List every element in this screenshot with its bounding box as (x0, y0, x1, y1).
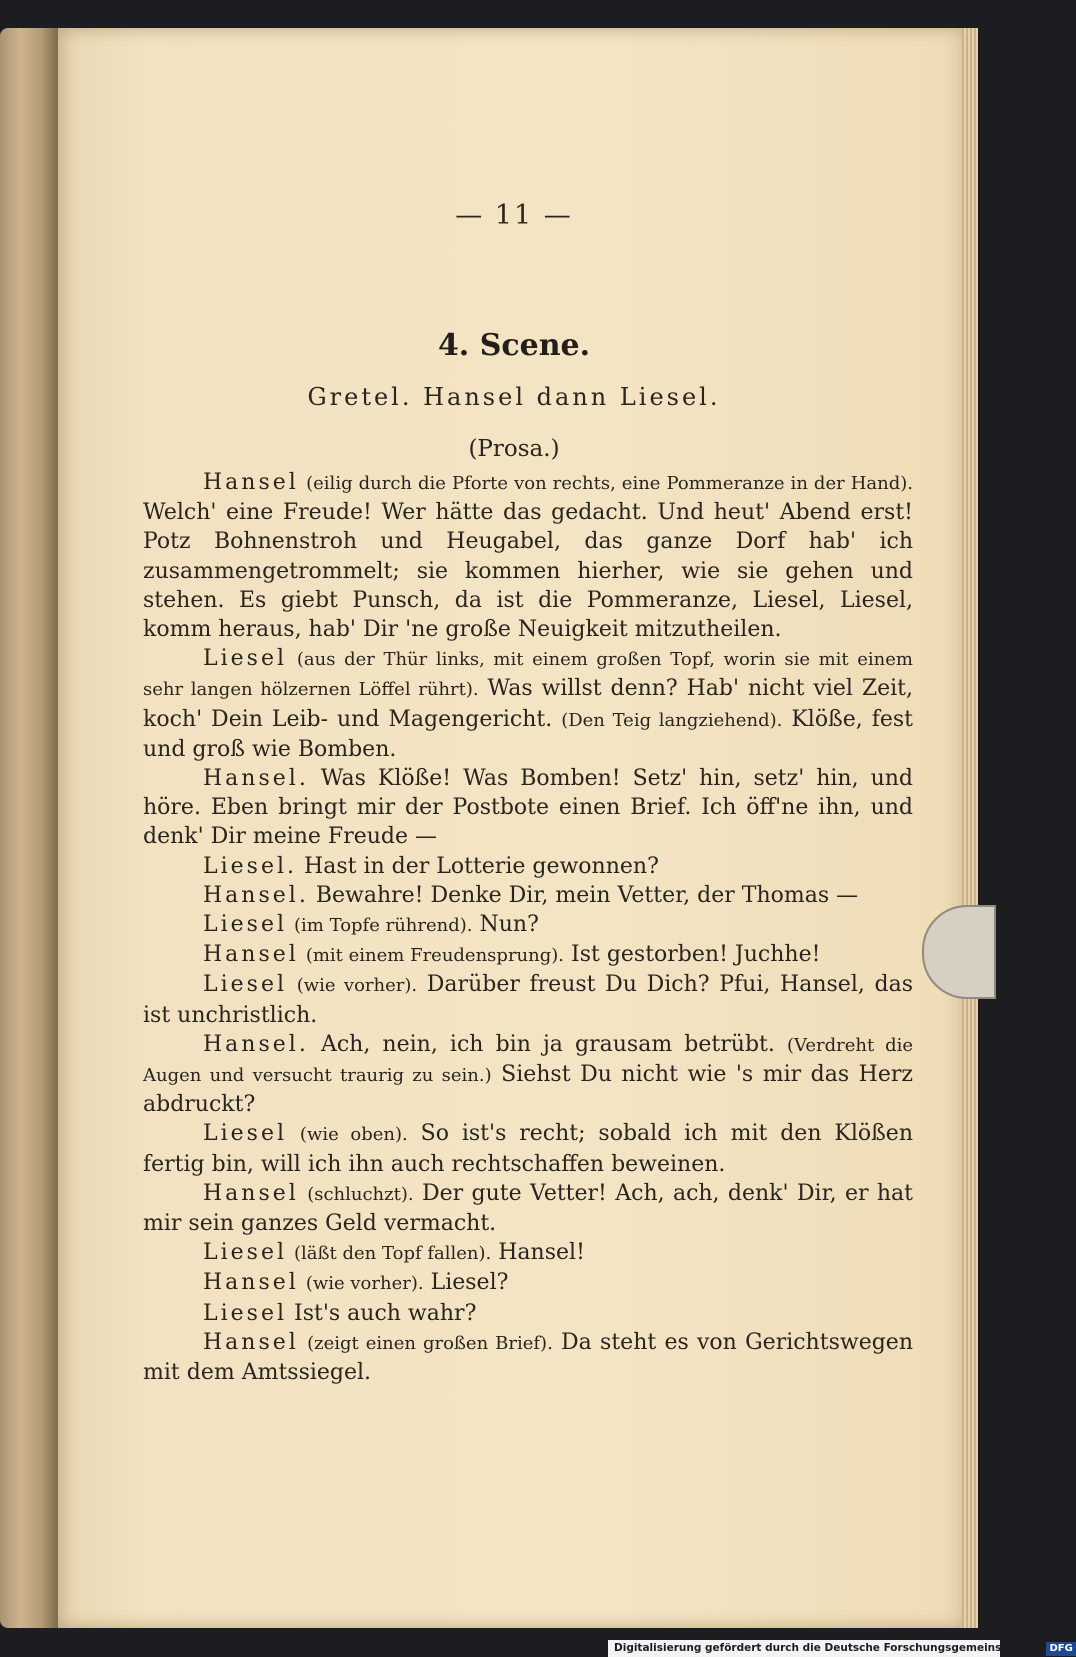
book-cover-edge (0, 28, 58, 1628)
dialogue-paragraph (143, 1268, 913, 1298)
speech-text: Was Klöße! Was Bomben! Setz' hin, setz' hin, und höre. Eben bringt mir der Postbote einen Brief. Ich öff'ne ihn, und denk' Dir meine Freude — (143, 766, 913, 850)
dialogue-paragraph (143, 852, 913, 881)
speech-text: Siehst Du nicht wie 's mir das Herz abdruckt? (143, 1062, 913, 1118)
dialogue-paragraph (143, 1119, 913, 1178)
speaker-name: Liesel. (203, 853, 298, 879)
speaker-name: Liesel (203, 912, 288, 938)
speech-text: Darüber freust Du Dich? Pfui, Hansel, das ist unchristlich. (143, 972, 914, 1028)
speech-text: Welch' eine Freude! Wer hätte das gedacht. Und heut' Abend erst! Potz Bohnenstroh und Heugabel, das ganze Dorf hab' ich zusammengetrommelt; sie kommen hierher, wie sie gehen und stehen. Es giebt Punsch, da ist die Pommeranze, Liesel, Liesel, komm heraus, hab' Dir 'ne große Neuigkeit mitzutheilen. (143, 500, 913, 643)
dialogue-paragraph (143, 940, 913, 970)
dialogue-paragraph (143, 764, 913, 852)
speech-text: Was willst denn? Hab' nicht viel Zeit, koch' Dein Leib- und Magengericht. (143, 676, 913, 732)
dialogue-paragraph (143, 468, 913, 644)
footer-text: Digitalisierung gefördert durch die Deutsche Forschungsgemeinschaft - (614, 1642, 1040, 1654)
stage-direction: (aus der Thür links, mit einem großen Topf, worin sie mit einem sehr langen hölzernen Löffel rührt). (143, 649, 913, 701)
stage-direction: (wie vorher). (296, 975, 418, 997)
digitization-footer (608, 1640, 1073, 1657)
speaker-name: Hansel (203, 942, 299, 968)
dialogue-text (143, 468, 913, 1387)
speaker-name: Hansel. (203, 882, 309, 908)
book-page (58, 28, 970, 1628)
dfg-logo-icon: DFG (1046, 1642, 1075, 1656)
dialogue-paragraph (143, 881, 913, 910)
speech-text: Ist gestorben! Juchhe! (571, 942, 821, 968)
stage-direction: (schluchzt). (307, 1183, 414, 1205)
speech-text: Der gute Vetter! Ach, ach, denk' Dir, er hat mir sein ganzes Geld vermacht. (143, 1180, 914, 1237)
dialogue-paragraph (143, 1238, 913, 1268)
speaker-name: Liesel (203, 1300, 288, 1326)
speaker-name: Liesel (203, 1121, 288, 1147)
speaker-name: Hansel (203, 1329, 299, 1355)
speech-text: Liesel? (430, 1270, 509, 1296)
dialogue-paragraph (143, 1179, 913, 1238)
speech-text: Hast in der Lotterie gewonnen? (304, 853, 659, 879)
scene-mode: (Prosa.) (468, 436, 560, 462)
speaker-name: Liesel (203, 646, 288, 672)
speech-text: So ist's recht; sobald ich mit den Klößen fertig bin, will ich ihn auch rechtschaffen beweinen. (143, 1121, 913, 1177)
speech-text: Ach, nein, ich bin ja grausam betrübt. (320, 1031, 775, 1057)
stage-direction: (läßt den Topf fallen). (294, 1243, 492, 1265)
page-stack-edge (962, 28, 978, 1628)
dialogue-paragraph (143, 910, 913, 940)
stage-direction: (wie oben). (299, 1124, 408, 1146)
speech-text: Nun? (479, 912, 539, 938)
stage-direction: (wie vorher). (305, 1273, 424, 1295)
stage-direction: (Verdreht die Augen und versucht traurig zu sein.) (143, 1034, 913, 1087)
stage-direction: (zeigt einen großen Brief). (307, 1332, 553, 1354)
speech-text: Klöße, fest und groß wie Bomben. (143, 706, 914, 762)
speech-text: Ist's auch wahr? (294, 1300, 477, 1326)
dialogue-paragraph (143, 644, 913, 764)
speaker-name: Hansel. (203, 1031, 309, 1057)
speaker-name: Hansel (203, 1270, 299, 1296)
speaker-name: Liesel (203, 972, 288, 998)
speech-text: Hansel! (498, 1240, 585, 1266)
stage-direction: (mit einem Freudensprung). (305, 945, 564, 967)
page-number: — 11 — (455, 200, 573, 231)
speech-text: Bewahre! Denke Dir, mein Vetter, der Thomas — (315, 882, 859, 908)
scene-title: 4. Scene. (437, 328, 591, 363)
stage-direction: (eilig durch die Pforte von rechts, eine Pommeranze in der Hand). (306, 473, 913, 494)
dialogue-paragraph (143, 1299, 913, 1328)
dialogue-paragraph (143, 1328, 913, 1387)
stage-direction: (Den Teig langziehend). (561, 709, 783, 731)
speech-text: Da steht es von Gerichtswegen mit dem Amtssiegel. (143, 1329, 913, 1386)
stage-direction: (im Topfe rührend). (294, 915, 473, 937)
dialogue-paragraph (143, 970, 913, 1029)
speaker-name: Hansel (203, 1180, 299, 1206)
speaker-name: Hansel (203, 470, 299, 495)
scene-cast: Gretel. Hansel dann Liesel. (307, 383, 721, 411)
speaker-name: Liesel (203, 1240, 288, 1266)
dialogue-paragraph (143, 1030, 913, 1120)
speaker-name: Hansel. (203, 766, 309, 792)
